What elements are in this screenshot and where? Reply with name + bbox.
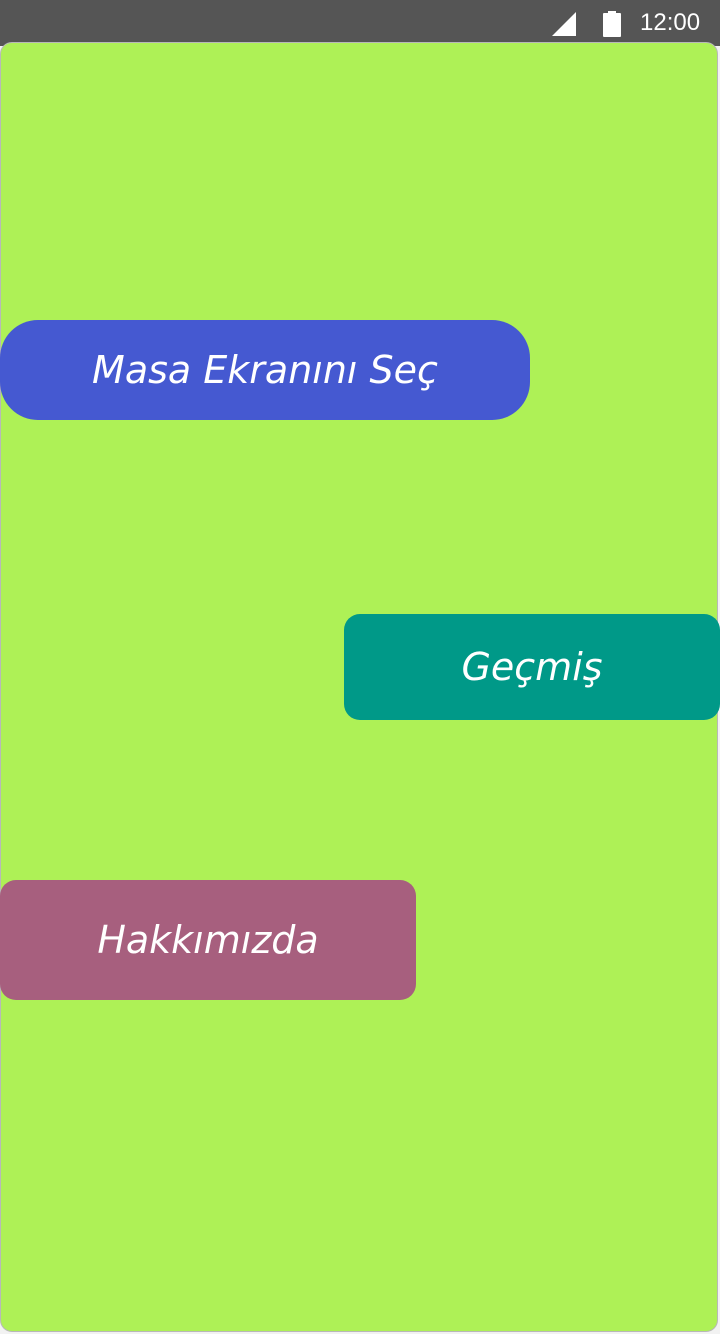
select-table-screen-button[interactable]: Masa Ekranını Seç xyxy=(0,320,530,420)
history-button[interactable]: Geçmiş xyxy=(344,614,720,720)
status-time: 12:00 xyxy=(640,9,701,36)
about-us-button[interactable]: Hakkımızda xyxy=(0,880,416,1000)
battery-icon xyxy=(603,11,621,37)
status-bar xyxy=(0,0,720,46)
signal-icon xyxy=(552,12,576,36)
